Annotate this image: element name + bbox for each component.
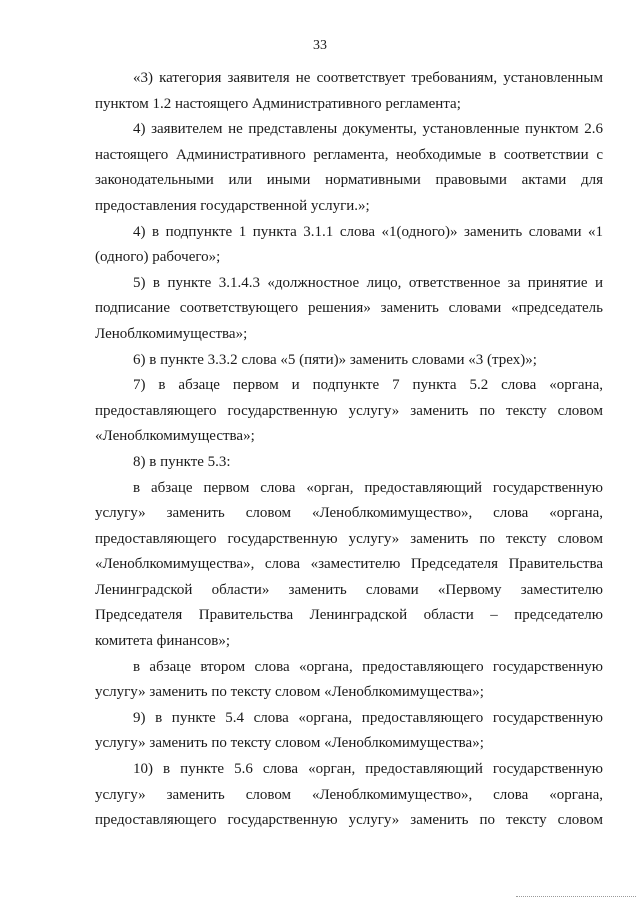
paragraph-amendment-8: [95, 450, 603, 476]
text-line: 10) в пункте 5.6 слова «орган, предоставляющий государственную: [133, 761, 603, 778]
paragraph-amendment-8-second-abzac: [95, 655, 603, 706]
text-line: услугу» заменить по тексту словом «Леноблкомимущества»;: [95, 684, 484, 701]
text-line: 6) в пункте 3.3.2 слова «5 (пяти)» заменить словами «3 (трех)»;: [133, 351, 537, 368]
text-line: 9) в пункте 5.4 слова «органа, предоставляющего государственную: [133, 709, 603, 726]
paragraph-amendment-7: [95, 373, 603, 450]
text-line: Ленинградской области» заменить словами «Первому заместителю: [95, 581, 603, 598]
page-number: 33: [313, 38, 327, 53]
paragraph-amendment-9: [95, 706, 603, 757]
text-line: 5) в пункте 3.1.4.3 «должностное лицо, ответственное за принятие и: [133, 274, 603, 291]
scan-edge-mark: [516, 896, 636, 899]
text-line: услугу» заменить по тексту словом «Леноблкомимущества»;: [95, 735, 484, 752]
text-line: настоящего Административного регламента, необходимые в соответствии с: [95, 146, 603, 163]
text-line: подписание соответствующего решения» заменить словами «председатель: [95, 300, 603, 317]
text-line: «3) категория заявителя не соответствует требованиям, установленным: [133, 70, 603, 86]
text-line: 4) заявителем не представлены документы, установленные пунктом 2.6: [133, 121, 603, 138]
paragraph-clause-4-documents: [95, 117, 603, 219]
paragraph-amendment-6: [95, 348, 603, 374]
text-line: предоставляющего государственную услугу» заменить по тексту словом: [95, 812, 603, 829]
document-body: [95, 66, 603, 834]
paragraph-amendment-5: [95, 271, 603, 348]
paragraph-amendment-10: [95, 757, 603, 834]
text-line: Председателя Правительства Ленинградской области – председателю: [95, 607, 603, 624]
text-line: «Леноблкомимущества»;: [95, 428, 255, 445]
text-line: в абзаце первом слова «орган, предоставляющий государственную: [133, 479, 603, 496]
text-line: предоставляющего государственную услугу» заменить по тексту словом: [95, 530, 603, 547]
text-line: комитета финансов»;: [95, 633, 230, 650]
text-line: Леноблкомимущества»;: [95, 325, 248, 342]
text-line: 8) в пункте 5.3:: [133, 453, 231, 470]
text-line: предоставляющего государственную услугу» заменить по тексту словом: [95, 402, 603, 419]
text-line: предоставления государственной услуги.»;: [95, 197, 370, 214]
text-line: пунктом 1.2 настоящего Административного регламента;: [95, 95, 461, 112]
paragraph-amendment-4: [95, 220, 603, 271]
text-line: услугу» заменить словом «Леноблкомимущество», слова «органа,: [95, 505, 603, 522]
paragraph-clause-3: [95, 66, 603, 117]
text-line: (одного) рабочего»;: [95, 249, 221, 266]
text-line: «Леноблкомимущества», слова «заместителю Председателя Правительства: [95, 556, 603, 573]
text-line: услугу» заменить словом «Леноблкомимущество», слова «органа,: [95, 786, 603, 803]
text-line: законодательными или иными нормативными правовыми актами для: [95, 172, 603, 189]
text-line: в абзаце втором слова «органа, предоставляющего государственную: [133, 658, 603, 675]
paragraph-amendment-8-first-abzac: [95, 476, 603, 655]
text-line: 4) в подпункте 1 пункта 3.1.1 слова «1(одного)» заменить словами «1: [133, 223, 603, 240]
text-line: 7) в абзаце первом и подпункте 7 пункта 5.2 слова «органа,: [133, 377, 603, 394]
